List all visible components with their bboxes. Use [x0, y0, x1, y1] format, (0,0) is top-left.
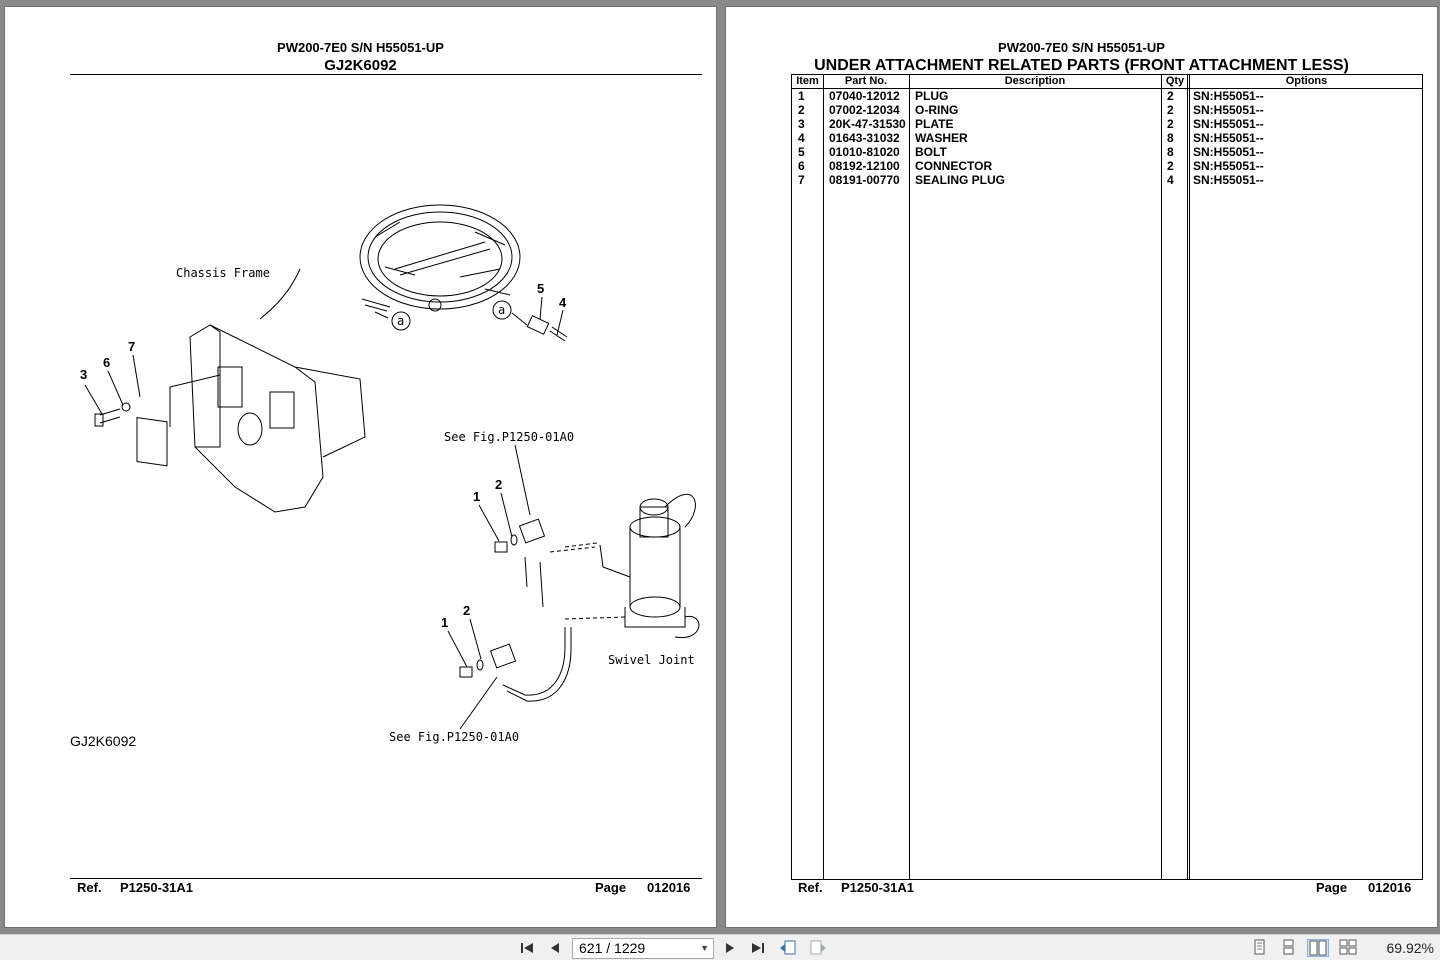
- cell-options: SN:H55051--: [1193, 145, 1264, 159]
- cell-options: SN:H55051--: [1193, 173, 1264, 187]
- continuous-facing-icon[interactable]: [1338, 939, 1360, 957]
- callout-2-top: 2: [495, 477, 503, 492]
- callout-3: 7: [128, 339, 136, 354]
- cell-description: O-RING: [915, 103, 959, 117]
- cell-options: SN:H55051--: [1193, 89, 1264, 103]
- page-model-header: PW200-7E0 S/N H55051-UP: [277, 40, 444, 55]
- ref-value: P1250-31A1: [120, 880, 193, 895]
- table-row: [792, 89, 1422, 103]
- lower-fittings-drawing: [460, 627, 571, 701]
- cell-description: PLUG: [915, 89, 949, 103]
- callout-leaders-3-5: [85, 355, 140, 414]
- figure-code-header: GJ2K6092: [324, 57, 397, 74]
- chassis-frame-drawing: [170, 325, 365, 512]
- cell-description: CONNECTOR: [915, 159, 993, 173]
- cell-description: BOLT: [915, 145, 947, 159]
- first-page-icon[interactable]: [517, 939, 537, 957]
- cell-options: SN:H55051--: [1193, 117, 1264, 131]
- cell-qty: 2: [1167, 117, 1174, 131]
- detail-a-label-right: a: [498, 303, 506, 317]
- cell-part-no: 01010-81020: [829, 145, 900, 159]
- page-value: 012016: [647, 880, 691, 895]
- cell-qty: 4: [1167, 173, 1174, 187]
- facing-icon[interactable]: [1307, 939, 1329, 957]
- bottom-toolbar: [0, 934, 1440, 960]
- swivel-joint-drawing: [625, 494, 699, 637]
- table-row: [792, 103, 1422, 117]
- cell-qty: 2: [1167, 103, 1174, 117]
- cell-item: 3: [798, 117, 805, 131]
- ref-value: P1250-31A1: [841, 880, 914, 895]
- column-divider: [1187, 75, 1188, 879]
- table-row: [792, 173, 1422, 187]
- callout-4: 6: [103, 355, 111, 370]
- cell-qty: 8: [1167, 131, 1174, 145]
- table-row: [792, 159, 1422, 173]
- page-label: Page: [1316, 880, 1348, 895]
- callout-5: 3: [80, 367, 88, 382]
- callout-6: 5: [537, 281, 545, 296]
- table-row: [792, 145, 1422, 159]
- column-divider: [909, 75, 910, 879]
- arrow-a-right: [512, 313, 527, 325]
- next-view-icon[interactable]: [808, 939, 828, 957]
- cell-part-no: 07002-12034: [829, 103, 900, 117]
- cell-part-no: 20K-47-31530: [829, 117, 906, 131]
- cell-item: 2: [798, 103, 805, 117]
- figure-id-label: GJ2K6092: [70, 733, 137, 749]
- table-row: [792, 117, 1422, 131]
- cell-description: SEALING PLUG: [915, 173, 1006, 187]
- see-fig-bottom-label: See Fig.P1250-01A0: [389, 730, 520, 744]
- ref-label: Ref.: [77, 880, 102, 895]
- cell-part-no: 08191-00770: [829, 173, 900, 187]
- cell-item: 6: [798, 159, 805, 173]
- plate-bolt-drawing: [95, 403, 167, 466]
- callout-1-bottom: 1: [441, 615, 449, 630]
- cell-item: 4: [798, 131, 805, 145]
- upper-fittings-drawing: [495, 519, 630, 619]
- cell-qty: 2: [1167, 89, 1174, 103]
- previous-view-icon[interactable]: [778, 939, 798, 957]
- column-header-item: Item: [796, 75, 819, 87]
- column-header-options: Options: [1285, 75, 1328, 87]
- column-divider: [1161, 75, 1162, 879]
- last-page-icon[interactable]: [748, 939, 768, 957]
- cell-description: WASHER: [915, 131, 968, 145]
- chassis-frame-label: Chassis Frame: [176, 266, 270, 280]
- page-label: Page: [595, 880, 627, 895]
- swivel-joint-label: Swivel Joint: [608, 653, 695, 667]
- parts-table: [791, 74, 1423, 880]
- next-page-icon[interactable]: [720, 939, 740, 957]
- cell-part-no: 07040-12012: [829, 89, 900, 103]
- page-model-header: PW200-7E0 S/N H55051-UP: [998, 40, 1165, 55]
- cell-item: 7: [798, 173, 805, 187]
- column-header-qty: Qty: [1165, 75, 1185, 87]
- column-divider: [1189, 75, 1190, 879]
- arrow-a-left: [375, 312, 388, 318]
- callout-7: 4: [559, 295, 567, 310]
- column-divider: [823, 75, 824, 879]
- column-header-description: Description: [1004, 75, 1066, 87]
- cell-item: 1: [798, 89, 805, 103]
- see-fig-top-label: See Fig.P1250-01A0: [444, 430, 575, 444]
- cell-options: SN:H55051--: [1193, 131, 1264, 145]
- see-fig-top-leader: [515, 445, 530, 515]
- zoom-level[interactable]: 69.92%: [1386, 940, 1434, 956]
- swing-ring-drawing: [360, 205, 520, 311]
- callout-leaders-bottom: [448, 619, 481, 667]
- see-fig-bottom-leader: [460, 677, 497, 729]
- callout-1-top: 1: [473, 489, 481, 504]
- page-value: 012016: [1368, 880, 1412, 895]
- previous-page-icon[interactable]: [545, 939, 565, 957]
- footer-rule: [70, 878, 702, 879]
- cell-part-no: 01643-31032: [829, 131, 900, 145]
- chevron-down-icon[interactable]: ▼: [700, 943, 709, 953]
- page-number-value: 621 / 1229: [579, 940, 646, 956]
- callout-leaders-top: [479, 493, 512, 541]
- single-page-icon[interactable]: [1249, 939, 1271, 957]
- cell-qty: 2: [1167, 159, 1174, 173]
- cell-part-no: 08192-12100: [829, 159, 900, 173]
- detail-a-label-left: a: [397, 314, 405, 328]
- cell-description: PLATE: [915, 117, 954, 131]
- column-header-part-no: Part No.: [844, 75, 888, 87]
- left-page: [4, 6, 717, 928]
- ref-label: Ref.: [798, 880, 823, 895]
- table-row: [792, 131, 1422, 145]
- continuous-icon[interactable]: [1278, 939, 1300, 957]
- cell-options: SN:H55051--: [1193, 159, 1264, 173]
- parts-list-title: UNDER ATTACHMENT RELATED PARTS (FRONT ATTACHMENT LESS): [814, 57, 1349, 74]
- callout-2-bottom: 2: [463, 603, 471, 618]
- cell-item: 5: [798, 145, 805, 159]
- cell-qty: 8: [1167, 145, 1174, 159]
- right-page: [725, 6, 1438, 928]
- page-number-input[interactable]: [572, 938, 714, 959]
- cell-options: SN:H55051--: [1193, 103, 1264, 117]
- table-header: [792, 75, 1422, 89]
